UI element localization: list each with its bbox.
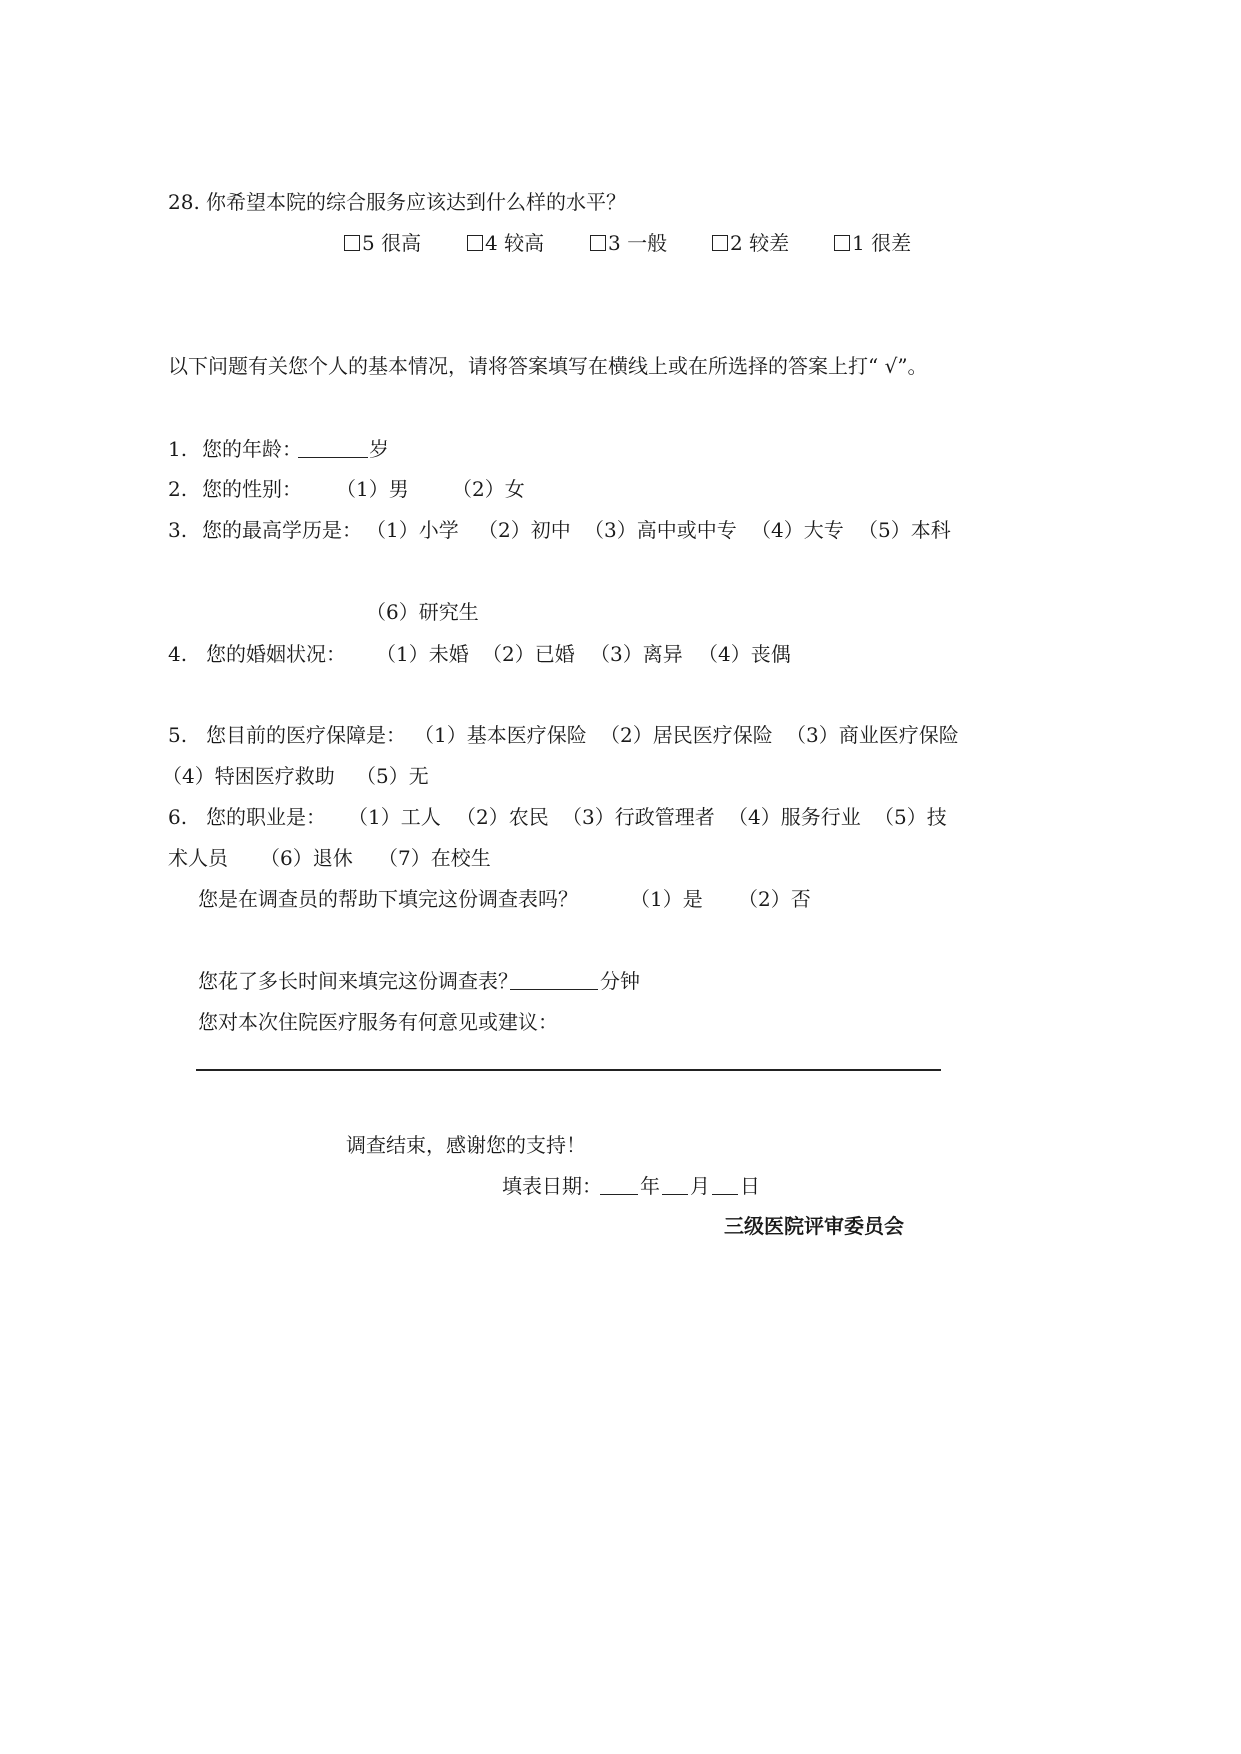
age-number: 1.: [168, 437, 188, 461]
checkbox-icon[interactable]: [590, 235, 606, 251]
occupation-number: 6.: [168, 805, 188, 829]
date-month-label: 月: [690, 1174, 710, 1198]
date-year-label: 年: [640, 1174, 660, 1198]
marital-option-1[interactable]: （1）未婚: [376, 642, 469, 666]
gender-number: 2.: [168, 477, 188, 501]
suggestion-question: 您对本次住院医疗服务有何意见或建议：: [198, 1010, 558, 1034]
date-year-input[interactable]: [600, 1174, 638, 1195]
marital-option-4[interactable]: （4）丧偶: [698, 642, 791, 666]
duration-unit: 分钟: [600, 969, 640, 993]
occupation-option-6[interactable]: （6）退休: [260, 846, 353, 870]
helped-question: 您是在调查员的帮助下填完这份调查表吗？: [198, 887, 578, 911]
checkbox-icon[interactable]: [712, 235, 728, 251]
q28-option-1[interactable]: 1 很差: [834, 231, 911, 255]
marital-number: 4.: [168, 642, 188, 666]
insurance-option-1[interactable]: （1）基本医疗保险: [414, 723, 587, 747]
insurance-option-5[interactable]: （5）无: [356, 764, 429, 788]
occupation-option-3[interactable]: （3）行政管理者: [562, 805, 715, 829]
duration-input[interactable]: [510, 969, 598, 990]
insurance-option-2[interactable]: （2）居民医疗保险: [600, 723, 773, 747]
helped-option-no[interactable]: （2）否: [738, 887, 811, 911]
date-month-input[interactable]: [662, 1174, 688, 1195]
education-option-6[interactable]: （6）研究生: [366, 600, 479, 624]
gender-label: 您的性别：: [202, 477, 302, 501]
checkbox-icon[interactable]: [344, 235, 360, 251]
education-option-5[interactable]: （5）本科: [858, 518, 951, 542]
occupation-option-4[interactable]: （4）服务行业: [728, 805, 861, 829]
gender-option-female[interactable]: （2）女: [452, 477, 525, 501]
occupation-option-5b[interactable]: 术人员: [168, 846, 228, 870]
marital-option-2[interactable]: （2）已婚: [482, 642, 575, 666]
thanks-message: 调查结束，感谢您的支持！: [346, 1133, 586, 1157]
checkbox-icon[interactable]: [834, 235, 850, 251]
date-day-input[interactable]: [712, 1174, 738, 1195]
occupation-option-5a[interactable]: （5）技: [874, 805, 947, 829]
q28-number: 28.: [168, 190, 200, 214]
education-option-1[interactable]: （1）小学: [366, 518, 459, 542]
duration-question: 您花了多长时间来填完这份调查表？: [198, 969, 518, 993]
helped-option-yes[interactable]: （1）是: [630, 887, 703, 911]
age-input[interactable]: [298, 437, 368, 458]
education-option-2[interactable]: （2）初中: [478, 518, 571, 542]
date-label: 填表日期：: [502, 1174, 602, 1198]
occupation-option-1[interactable]: （1）工人: [348, 805, 441, 829]
insurance-option-4[interactable]: （4）特困医疗救助: [162, 764, 335, 788]
education-label: 您的最高学历是：: [202, 518, 362, 542]
insurance-label: 您目前的医疗保障是：: [206, 723, 406, 747]
date-day-label: 日: [740, 1174, 760, 1198]
age-unit: 岁: [369, 437, 389, 461]
instructions: 以下问题有关您个人的基本情况，请将答案填写在横线上或在所选择的答案上打“ √”。: [168, 354, 928, 378]
suggestion-input-line[interactable]: [196, 1069, 941, 1071]
occupation-option-2[interactable]: （2）农民: [456, 805, 549, 829]
q28-option-3[interactable]: 3 一般: [590, 231, 667, 255]
education-number: 3.: [168, 518, 188, 542]
education-option-3[interactable]: （3）高中或中专: [584, 518, 737, 542]
checkbox-icon[interactable]: [467, 235, 483, 251]
insurance-number: 5.: [168, 723, 188, 747]
insurance-option-3[interactable]: （3）商业医疗保险: [786, 723, 959, 747]
q28-option-4[interactable]: 4 较高: [467, 231, 544, 255]
marital-option-3[interactable]: （3）离异: [590, 642, 683, 666]
occupation-label: 您的职业是：: [206, 805, 326, 829]
marital-label: 您的婚姻状况：: [206, 642, 346, 666]
q28-option-2[interactable]: 2 较差: [712, 231, 789, 255]
organization-name: 三级医院评审委员会: [724, 1214, 904, 1238]
q28-question: 你希望本院的综合服务应该达到什么样的水平？: [206, 190, 626, 214]
gender-option-male[interactable]: （1）男: [336, 477, 409, 501]
age-label: 您的年龄：: [202, 437, 302, 461]
education-option-4[interactable]: （4）大专: [751, 518, 844, 542]
q28-option-5[interactable]: 5 很高: [344, 231, 421, 255]
occupation-option-7[interactable]: （7）在校生: [378, 846, 491, 870]
